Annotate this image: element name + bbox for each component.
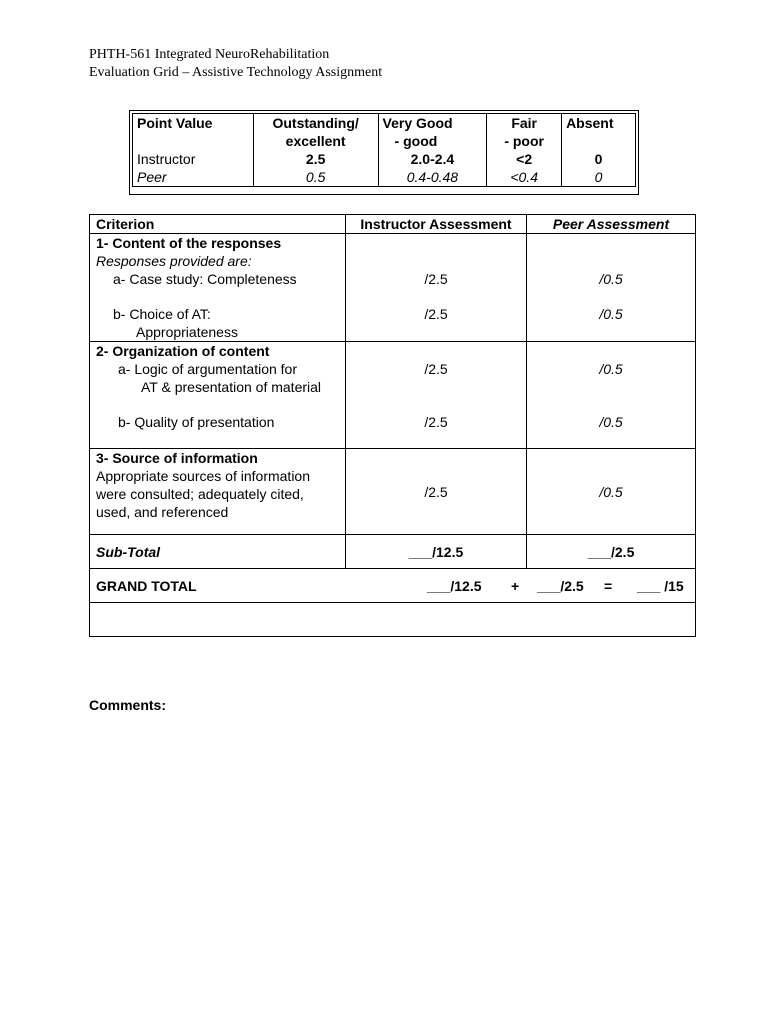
peer-points-row bbox=[133, 168, 636, 187]
section-organization-title: 2- Organization of content bbox=[96, 343, 270, 359]
organization-b-peer-score: /0.5 bbox=[599, 414, 623, 430]
point-value-label: Point Value bbox=[133, 114, 254, 151]
organization-item-a: a- Logic of argumentation for bbox=[118, 361, 297, 377]
source-description-line2: were consulted; adequately cited, bbox=[96, 486, 304, 502]
level-very-good-line1: Very Good bbox=[382, 115, 453, 131]
instructor-fair-value: <2 bbox=[487, 150, 562, 168]
section-content-criterion bbox=[90, 234, 346, 342]
grand-total-cell bbox=[90, 569, 696, 603]
grand-total-peer: ___/2.5 bbox=[537, 578, 584, 594]
organization-peer-cell bbox=[527, 342, 696, 449]
level-very-good bbox=[378, 114, 487, 151]
section-content-intro: Responses provided are: bbox=[96, 253, 252, 269]
comments-label: Comments: bbox=[89, 697, 167, 713]
content-a-instructor-score: /2.5 bbox=[424, 271, 448, 287]
peer-assessment-header: Peer Assessment bbox=[527, 215, 696, 234]
blank-row bbox=[90, 603, 696, 637]
content-item-b-cont: Appropriateness bbox=[136, 324, 238, 340]
point-value-table-frame bbox=[129, 110, 639, 195]
document-header bbox=[89, 46, 382, 82]
organization-item-b: b- Quality of presentation bbox=[118, 414, 275, 430]
instructor-assessment-header: Instructor Assessment bbox=[346, 215, 527, 234]
subtotal-peer: ___/2.5 bbox=[527, 535, 696, 569]
grand-total-equals: = bbox=[604, 578, 613, 594]
source-peer-score: /0.5 bbox=[527, 449, 696, 535]
content-item-a: a- Case study: Completeness bbox=[113, 271, 297, 287]
level-absent bbox=[562, 114, 636, 151]
level-fair-line1: Fair bbox=[511, 115, 537, 131]
organization-instructor-cell bbox=[346, 342, 527, 449]
source-description-line1: Appropriate sources of information bbox=[96, 468, 310, 484]
subtotal-row bbox=[90, 535, 696, 569]
content-instructor-cell bbox=[346, 234, 527, 342]
instructor-very-good-value: 2.0-2.4 bbox=[378, 150, 487, 168]
criterion-header: Criterion bbox=[90, 215, 346, 234]
blank-cell bbox=[90, 603, 696, 637]
instructor-outstanding-value: 2.5 bbox=[253, 150, 378, 168]
peer-fair-value: <0.4 bbox=[487, 168, 562, 187]
level-fair bbox=[487, 114, 562, 151]
instructor-absent-value: 0 bbox=[562, 150, 636, 168]
level-fair-line2: - poor bbox=[504, 133, 544, 149]
source-instructor-score: /2.5 bbox=[346, 449, 527, 535]
organization-b-instructor-score: /2.5 bbox=[424, 414, 448, 430]
level-very-good-line2: - good bbox=[394, 133, 438, 149]
peer-absent-value: 0 bbox=[562, 168, 636, 187]
peer-very-good-value: 0.4-0.48 bbox=[378, 168, 487, 187]
section-organization-criterion bbox=[90, 342, 346, 449]
grand-total-plus: + bbox=[511, 578, 520, 594]
content-item-b: b- Choice of AT: bbox=[113, 306, 211, 322]
content-a-peer-score: /0.5 bbox=[599, 271, 623, 287]
course-title: PHTH-561 Integrated NeuroRehabilitation bbox=[89, 47, 330, 62]
level-outstanding bbox=[253, 114, 378, 151]
organization-a-instructor-score: /2.5 bbox=[424, 361, 448, 377]
point-value-table bbox=[132, 113, 636, 187]
organization-a-peer-score: /0.5 bbox=[599, 361, 623, 377]
subtotal-instructor: ___/12.5 bbox=[346, 535, 527, 569]
section-organization-row bbox=[90, 342, 696, 449]
level-outstanding-line2: excellent bbox=[285, 133, 346, 149]
section-content-title: 1- Content of the responses bbox=[96, 235, 282, 251]
level-absent-line1: Absent bbox=[566, 115, 614, 131]
instructor-points-row bbox=[133, 150, 636, 168]
grand-total-sum: ___ /15 bbox=[637, 578, 684, 594]
grand-total-label: GRAND TOTAL bbox=[96, 577, 197, 594]
evaluation-grid-table bbox=[89, 214, 696, 637]
document-subtitle: Evaluation Grid – Assistive Technology Assignment bbox=[89, 65, 383, 80]
content-b-peer-score: /0.5 bbox=[599, 306, 623, 322]
grid-header-row bbox=[90, 215, 696, 234]
organization-item-a-cont: AT & presentation of material bbox=[141, 379, 322, 395]
content-peer-cell bbox=[527, 234, 696, 342]
peer-label: Peer bbox=[133, 168, 254, 187]
section-source-criterion bbox=[90, 449, 346, 535]
grand-total-instructor: ___/12.5 bbox=[427, 578, 482, 594]
subtotal-label: Sub-Total bbox=[90, 535, 346, 569]
point-table-header-row bbox=[133, 114, 636, 151]
level-outstanding-line1: Outstanding/ bbox=[272, 115, 359, 131]
instructor-label: Instructor bbox=[133, 150, 254, 168]
section-source-title: 3- Source of information bbox=[96, 450, 258, 466]
grand-total-row bbox=[90, 569, 696, 603]
content-b-instructor-score: /2.5 bbox=[424, 306, 448, 322]
section-source-row bbox=[90, 449, 696, 535]
source-description-line3: used, and referenced bbox=[96, 504, 229, 520]
section-content-row bbox=[90, 234, 696, 342]
peer-outstanding-value: 0.5 bbox=[253, 168, 378, 187]
